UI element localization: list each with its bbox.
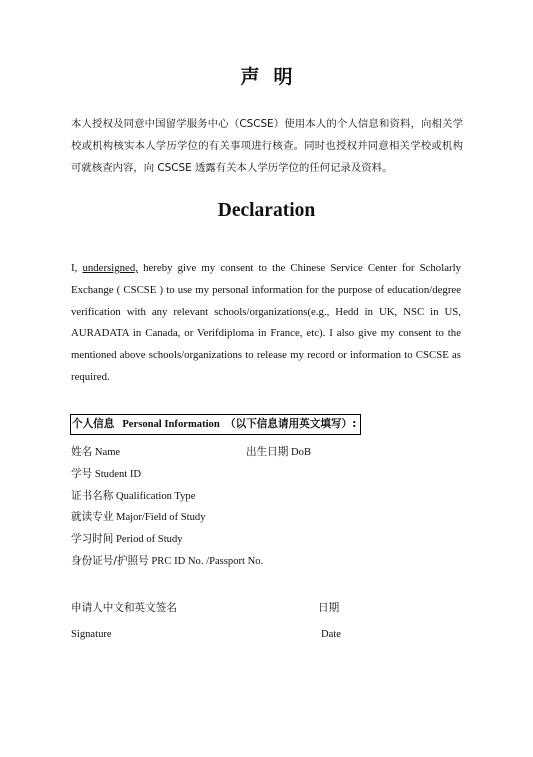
major-field-label: [71, 509, 206, 524]
name-label-cn: 姓名: [71, 446, 93, 458]
consent-paragraph-en: [71, 258, 461, 389]
qualification-label-en: Qualification Type: [116, 491, 196, 502]
personal-info-header: [70, 414, 361, 435]
major-label-cn: 就读专业: [71, 511, 114, 523]
dob-label-en: DoB: [291, 447, 312, 458]
undersigned-label: undersigned,: [82, 262, 138, 274]
id-passport-label-en: PRC ID No. /Passport No.: [151, 556, 264, 567]
date-label-cn: [318, 600, 339, 615]
consent-paragraph-cn: 本人授权及同意中国留学服务中心（CSCSE）使用本人的个人信息和资料，向相关学校或机构核实本人学历学位的有关事项进行核查。同时也授权并同意相关学校或机构可就核查内容，向 CSCSE 透露有关本人学历学位的任何记录及资料。: [71, 118, 463, 174]
id-passport-label-cn: 身份证号/护照号: [71, 555, 149, 567]
date-cn-text: 日期: [318, 602, 340, 614]
signature-en-text: Signature: [71, 629, 112, 640]
date-label-en: [321, 629, 341, 640]
paragraph-en-prefix: I,: [71, 262, 83, 274]
title-en: Declaration: [217, 200, 316, 221]
name-field-label: [71, 444, 120, 459]
signature-cn-text: 申请人中文和英文签名: [71, 602, 177, 614]
period-label-en: Period of Study: [116, 534, 183, 545]
dob-field-label: [246, 444, 311, 459]
id-passport-field-label: [71, 553, 263, 568]
title-cn: 声明: [240, 66, 307, 88]
qualification-field-label: [71, 488, 195, 503]
paragraph-en-body: hereby give my consent to the Chinese Service Center for Scholarly Exchange ( CSCSE ) to use my personal information for the purpose of education/degree verification with any relevant schools/organizations(e.g., Hedd in UK, NSC in US, AURADATA in Canada, or Verifdiploma in France, etc). I also give my consent to the mentioned above schools/organizations to release my record or information to CSCSE as required.: [71, 262, 461, 383]
personal-info-header-en: Personal Information: [122, 419, 220, 430]
period-label-cn: 学习时间: [71, 533, 114, 545]
dob-label-cn: 出生日期: [246, 446, 289, 458]
student-id-label-en: Student ID: [94, 469, 142, 480]
personal-info-header-note: （以下信息请用英文填写）:: [225, 418, 357, 430]
signature-label-cn: [71, 600, 177, 615]
signature-label-en: [71, 629, 112, 640]
date-en-text: Date: [321, 629, 341, 640]
name-label-en: Name: [94, 447, 121, 458]
qualification-label-cn: 证书名称: [71, 490, 114, 502]
student-id-field-label: [71, 466, 141, 481]
personal-info-header-cn: 个人信息: [72, 418, 115, 430]
student-id-label-cn: 学号: [71, 468, 93, 480]
major-label-en: Major/Field of Study: [116, 512, 206, 523]
period-field-label: [71, 531, 183, 546]
